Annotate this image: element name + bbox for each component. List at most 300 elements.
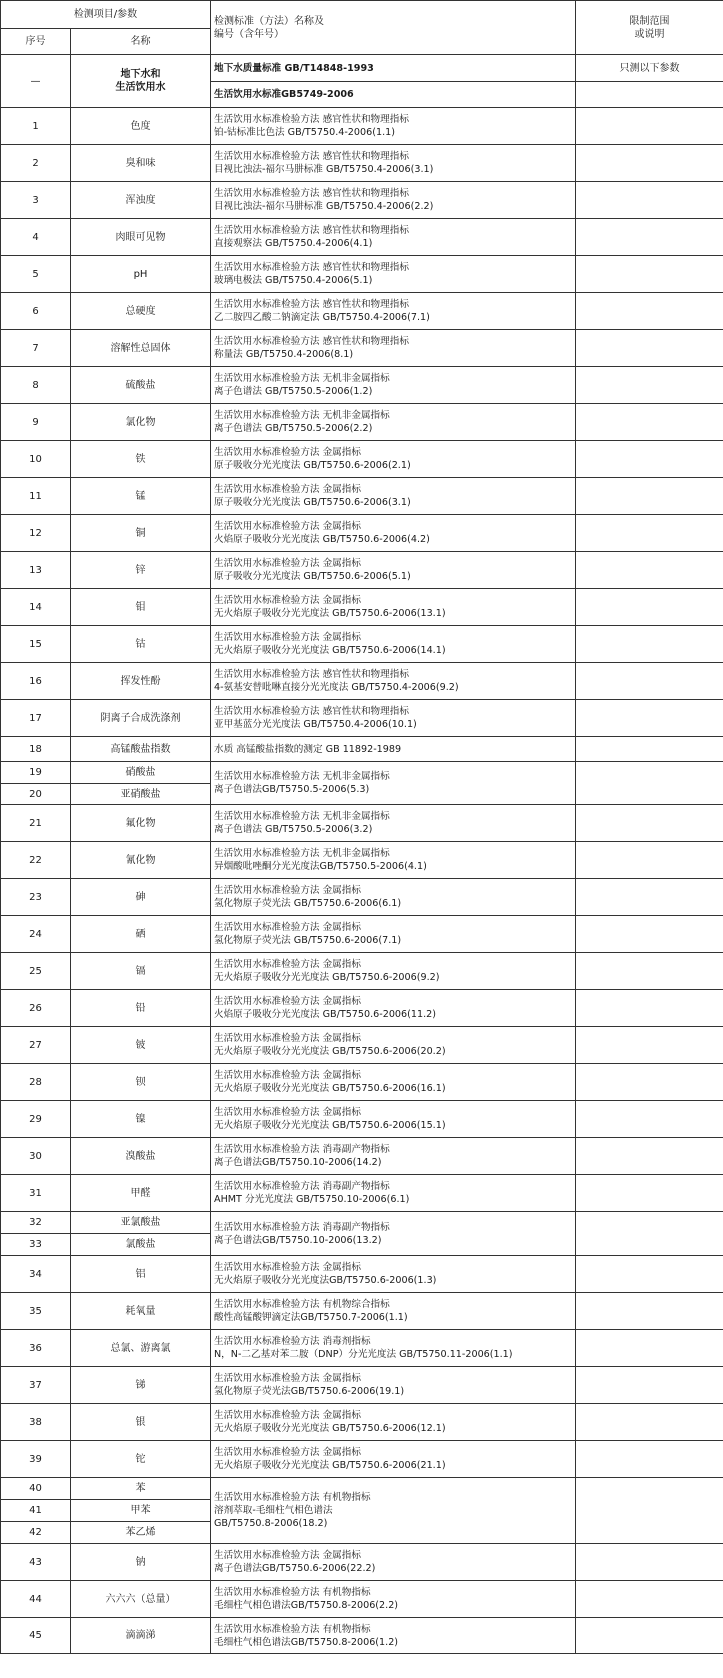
standard-line: 生活饮用水标准检验方法 感官性状和物理指标 xyxy=(214,188,409,199)
limit-cell xyxy=(576,1101,723,1138)
standard-line: 氢化物原子荧光法 GB/T5750.6-2006(6.1) xyxy=(214,898,402,909)
row-name: 钴 xyxy=(71,626,211,663)
limit-cell xyxy=(576,1367,723,1404)
row-standard xyxy=(211,367,576,404)
standard-line: 生活饮用水标准检验方法 感官性状和物理指标 xyxy=(214,336,409,347)
row-name: 硒 xyxy=(71,916,211,953)
row-name: 苯 xyxy=(71,1478,211,1500)
limit-cell xyxy=(576,293,723,330)
standard-line: 水质 高锰酸盐指数的测定 GB 11892-1989 xyxy=(214,743,402,755)
limit-cell xyxy=(576,953,723,990)
table-row xyxy=(1,990,723,1027)
category-limit: 只测以下参数 xyxy=(576,55,723,82)
limit-cell xyxy=(576,552,723,589)
limit-cell xyxy=(576,1478,723,1544)
row-name: 铊 xyxy=(71,1441,211,1478)
standard-line: 原子吸收分光光度法 GB/T5750.6-2006(2.1) xyxy=(214,460,411,471)
standard-line: 离子色谱法GB/T5750.6-2006(22.2) xyxy=(214,1563,376,1574)
row-standard xyxy=(211,293,576,330)
limit-cell xyxy=(576,1581,723,1618)
standard-line: 离子色谱法 GB/T5750.5-2006(3.2) xyxy=(214,824,373,835)
row-name: 锌 xyxy=(71,552,211,589)
row-seq: 19 xyxy=(1,762,71,784)
standard-line: 离子色谱法GB/T5750.10-2006(13.2) xyxy=(214,1234,382,1246)
limit-cell xyxy=(576,1212,723,1256)
limit-cell xyxy=(576,1441,723,1478)
table-row xyxy=(1,1175,723,1212)
row-standard xyxy=(211,182,576,219)
row-standard xyxy=(211,842,576,879)
table-row xyxy=(1,478,723,515)
standard-line: 亚甲基蓝分光光度法 GB/T5750.4-2006(10.1) xyxy=(214,719,417,730)
standard-line: 酸性高锰酸钾滴定法GB/T5750.7-2006(1.1) xyxy=(214,1312,408,1323)
row-seq: 42 xyxy=(1,1522,71,1544)
row-seq: 33 xyxy=(1,1234,71,1256)
row-standard xyxy=(211,1138,576,1175)
standard-line: 乙二胺四乙酸二钠滴定法 GB/T5750.4-2006(7.1) xyxy=(214,312,430,323)
standard-line: 生活饮用水标准检验方法 金属指标 xyxy=(214,959,361,970)
row-name: 钡 xyxy=(71,1064,211,1101)
header-row-1 xyxy=(1,1,723,29)
row-standard xyxy=(211,330,576,367)
row-standard xyxy=(211,762,576,805)
limit-cell xyxy=(576,842,723,879)
limit-cell xyxy=(576,762,723,805)
row-standard xyxy=(211,1544,576,1581)
limit-cell xyxy=(576,990,723,1027)
seq-header: 序号 xyxy=(1,29,71,55)
category-name-line: 地下水和 xyxy=(120,69,161,80)
standard-line: 无火焰原子吸收分光光度法 GB/T5750.6-2006(14.1) xyxy=(214,645,446,656)
standard-line: 生活饮用水标准检验方法 消毒副产物指标 xyxy=(214,1144,390,1155)
row-seq: 43 xyxy=(1,1544,71,1581)
row-standard xyxy=(211,1581,576,1618)
row-seq: 14 xyxy=(1,589,71,626)
table-row xyxy=(1,1581,723,1618)
table-row xyxy=(1,1367,723,1404)
limit-cell xyxy=(576,879,723,916)
row-seq: 3 xyxy=(1,182,71,219)
row-seq: 22 xyxy=(1,842,71,879)
row-name: 镉 xyxy=(71,953,211,990)
limit-cell xyxy=(576,916,723,953)
standard-line: 生活饮用水标准检验方法 金属指标 xyxy=(214,1262,361,1273)
standard-line: 生活饮用水标准检验方法 消毒副产物指标 xyxy=(214,1181,390,1192)
table-row xyxy=(1,1441,723,1478)
row-name: 砷 xyxy=(71,879,211,916)
row-standard xyxy=(211,145,576,182)
row-name: 臭和味 xyxy=(71,145,211,182)
limit-cell xyxy=(576,367,723,404)
row-seq: 34 xyxy=(1,1256,71,1293)
row-seq: 9 xyxy=(1,404,71,441)
row-name: 镍 xyxy=(71,1101,211,1138)
row-standard xyxy=(211,256,576,293)
row-seq: 44 xyxy=(1,1581,71,1618)
limit-cell xyxy=(576,330,723,367)
standard-line: 生活饮用水标准检验方法 感官性状和物理指标 xyxy=(214,299,409,310)
standard-line: AHMT 分光光度法 GB/T5750.10-2006(6.1) xyxy=(214,1194,410,1205)
row-standard xyxy=(211,805,576,842)
limit-cell xyxy=(576,589,723,626)
table-row xyxy=(1,219,723,256)
row-standard xyxy=(211,219,576,256)
standard-line: 玻璃电极法 GB/T5750.4-2006(5.1) xyxy=(214,275,373,286)
row-name: 氯化物 xyxy=(71,404,211,441)
row-name: 氟化物 xyxy=(71,805,211,842)
row-seq: 31 xyxy=(1,1175,71,1212)
standard-line: 生活饮用水标准检验方法 金属指标 xyxy=(214,595,361,606)
table-row xyxy=(1,441,723,478)
row-standard xyxy=(211,515,576,552)
standard-line: 无火焰原子吸收分光光度法 GB/T5750.6-2006(21.1) xyxy=(214,1460,446,1471)
row-standard xyxy=(211,1101,576,1138)
standard-line: 生活饮用水标准检验方法 金属指标 xyxy=(214,521,361,532)
limit-header-line: 或说明 xyxy=(634,28,665,40)
standard-line: 无火焰原子吸收分光光度法 GB/T5750.6-2006(12.1) xyxy=(214,1423,446,1434)
standard-line: 无火焰原子吸收分光光度法 GB/T5750.6-2006(16.1) xyxy=(214,1083,446,1094)
standard-line: 目视比浊法-福尔马肼标准 GB/T5750.4-2006(2.2) xyxy=(214,201,434,212)
row-name: 铅 xyxy=(71,990,211,1027)
standard-line: 生活饮用水标准检验方法 消毒剂指标 xyxy=(214,1336,371,1347)
standard-line: 铂-钴标准比色法 GB/T5750.4-2006(1.1) xyxy=(214,127,395,138)
standard-line: 生活饮用水标准检验方法 感官性状和物理指标 xyxy=(214,262,409,273)
limit-cell xyxy=(576,700,723,737)
row-seq: 18 xyxy=(1,737,71,762)
standard-line: 火焰原子吸收分光光度法 GB/T5750.6-2006(4.2) xyxy=(214,534,430,545)
row-name: 甲苯 xyxy=(71,1500,211,1522)
row-seq: 29 xyxy=(1,1101,71,1138)
row-standard xyxy=(211,626,576,663)
limit-cell xyxy=(576,515,723,552)
standard-line: N，N-二乙基对苯二胺（DNP）分光光度法 GB/T5750.11-2006(1.1) xyxy=(214,1349,513,1360)
limit-cell xyxy=(576,626,723,663)
standard-line: 生活饮用水标准检验方法 有机物指标 xyxy=(214,1587,371,1598)
limit-cell xyxy=(576,737,723,762)
standard-header-line: 编号（含年号） xyxy=(214,28,284,40)
standard-line: 异烟酸吡唑酮分光光度法GB/T5750.5-2006(4.1) xyxy=(214,861,427,872)
row-standard xyxy=(211,441,576,478)
row-name: pH xyxy=(71,256,211,293)
standard-line: 生活饮用水标准检验方法 金属指标 xyxy=(214,1070,361,1081)
row-standard xyxy=(211,700,576,737)
table-row xyxy=(1,182,723,219)
row-name: 铍 xyxy=(71,1027,211,1064)
table-row xyxy=(1,663,723,700)
row-standard xyxy=(211,1478,576,1544)
row-name: 苯乙烯 xyxy=(71,1522,211,1544)
row-name: 铜 xyxy=(71,515,211,552)
row-name: 锑 xyxy=(71,1367,211,1404)
row-seq: 24 xyxy=(1,916,71,953)
standard-line: 生活饮用水标准检验方法 金属指标 xyxy=(214,1447,361,1458)
standard-line: 毛细柱气相色谱法GB/T5750.8-2006(2.2) xyxy=(214,1600,399,1611)
row-name: 溴酸盐 xyxy=(71,1138,211,1175)
table-row xyxy=(1,515,723,552)
row-standard xyxy=(211,1618,576,1654)
row-seq: 1 xyxy=(1,108,71,145)
table-row xyxy=(1,589,723,626)
table-row xyxy=(1,1544,723,1581)
row-name: 浑浊度 xyxy=(71,182,211,219)
row-standard xyxy=(211,478,576,515)
standard-line: 生活饮用水标准检验方法 金属指标 xyxy=(214,922,361,933)
table-row xyxy=(1,1212,723,1234)
limit-cell xyxy=(576,1138,723,1175)
row-standard xyxy=(211,1212,576,1256)
row-seq: 20 xyxy=(1,784,71,805)
table-row xyxy=(1,916,723,953)
standard-line: 生活饮用水标准检验方法 金属指标 xyxy=(214,996,361,1007)
row-standard xyxy=(211,404,576,441)
table-row xyxy=(1,552,723,589)
row-standard xyxy=(211,1367,576,1404)
row-standard xyxy=(211,1293,576,1330)
limit-cell xyxy=(576,1544,723,1581)
standard-line: GB/T5750.8-2006(18.2) xyxy=(214,1518,328,1529)
table-row xyxy=(1,842,723,879)
row-seq: 13 xyxy=(1,552,71,589)
row-seq: 6 xyxy=(1,293,71,330)
row-name: 氯酸盐 xyxy=(71,1234,211,1256)
standard-line: 生活饮用水标准检验方法 有机物指标 xyxy=(214,1492,371,1503)
category-row xyxy=(1,55,723,82)
group-label: 检测项目/参数 xyxy=(1,1,211,29)
table-row xyxy=(1,1618,723,1654)
row-name: 色度 xyxy=(71,108,211,145)
limit-cell xyxy=(576,1027,723,1064)
standard-line: 生活饮用水标准检验方法 无机非金属指标 xyxy=(214,410,390,421)
standard-line: 生活饮用水标准检验方法 金属指标 xyxy=(214,447,361,458)
row-seq: 45 xyxy=(1,1618,71,1654)
row-seq: 26 xyxy=(1,990,71,1027)
row-seq: 36 xyxy=(1,1330,71,1367)
row-standard xyxy=(211,737,576,762)
name-header: 名称 xyxy=(71,29,211,55)
standard-line: 目视比浊法-福尔马肼标准 GB/T5750.4-2006(3.1) xyxy=(214,164,434,175)
limit-cell xyxy=(576,82,723,108)
row-name: 甲醛 xyxy=(71,1175,211,1212)
row-name: 亚硝酸盐 xyxy=(71,784,211,805)
row-name: 肉眼可见物 xyxy=(71,219,211,256)
standard-line: 离子色谱法 GB/T5750.5-2006(2.2) xyxy=(214,423,373,434)
row-standard xyxy=(211,589,576,626)
row-name: 钠 xyxy=(71,1544,211,1581)
row-seq: 40 xyxy=(1,1478,71,1500)
row-standard xyxy=(211,1441,576,1478)
standard-line: 生活饮用水标准检验方法 无机非金属指标 xyxy=(214,373,390,384)
table-row xyxy=(1,256,723,293)
row-name: 总硬度 xyxy=(71,293,211,330)
standard-line: 无火焰原子吸收分光光度法 GB/T5750.6-2006(20.2) xyxy=(214,1046,446,1057)
row-seq: 30 xyxy=(1,1138,71,1175)
standard-line: 生活饮用水标准检验方法 感官性状和物理指标 xyxy=(214,225,409,236)
standard-line: 离子色谱法 GB/T5750.5-2006(1.2) xyxy=(214,386,373,397)
table-row xyxy=(1,1101,723,1138)
standard-line: 生活饮用水标准检验方法 消毒副产物指标 xyxy=(214,1221,390,1233)
table-row xyxy=(1,293,723,330)
standard-line: 生活饮用水标准检验方法 有机物指标 xyxy=(214,1623,371,1635)
row-standard xyxy=(211,1404,576,1441)
table-row xyxy=(1,1478,723,1500)
row-seq: 5 xyxy=(1,256,71,293)
row-standard xyxy=(211,879,576,916)
table-row xyxy=(1,805,723,842)
standard-line: 无火焰原子吸收分光光度法GB/T5750.6-2006(1.3) xyxy=(214,1275,437,1286)
limit-cell xyxy=(576,663,723,700)
standard-line: 生活饮用水标准检验方法 金属指标 xyxy=(214,1373,361,1384)
row-name: 硫酸盐 xyxy=(71,367,211,404)
row-seq: 35 xyxy=(1,1293,71,1330)
standard-line: 生活饮用水标准检验方法 感官性状和物理指标 xyxy=(214,706,409,717)
row-seq: 25 xyxy=(1,953,71,990)
table-row xyxy=(1,330,723,367)
row-name: 铝 xyxy=(71,1256,211,1293)
table-row xyxy=(1,108,723,145)
row-seq: 28 xyxy=(1,1064,71,1101)
standard-line: 4-氨基安替吡啉直接分光光度法 GB/T5750.4-2006(9.2) xyxy=(214,682,459,693)
table-row xyxy=(1,1064,723,1101)
row-seq: 12 xyxy=(1,515,71,552)
table-row xyxy=(1,762,723,784)
row-seq: 17 xyxy=(1,700,71,737)
row-name: 阴离子合成洗涤剂 xyxy=(71,700,211,737)
limit-cell xyxy=(576,182,723,219)
limit-cell xyxy=(576,441,723,478)
row-name: 硝酸盐 xyxy=(71,762,211,784)
row-seq: 41 xyxy=(1,1500,71,1522)
limit-cell xyxy=(576,404,723,441)
standard-header-line: 检测标准（方法）名称及 xyxy=(214,15,324,27)
row-standard xyxy=(211,916,576,953)
category-standard: 地下水质量标准 GB/T14848-1993 xyxy=(211,55,576,82)
standard-line: 氢化物原子荧光法 GB/T5750.6-2006(7.1) xyxy=(214,935,402,946)
row-standard xyxy=(211,953,576,990)
standard-line: 生活饮用水标准检验方法 金属指标 xyxy=(214,632,361,643)
standard-line: 生活饮用水标准检验方法 感官性状和物理指标 xyxy=(214,669,409,680)
table-row xyxy=(1,1293,723,1330)
row-name: 钼 xyxy=(71,589,211,626)
row-standard xyxy=(211,1175,576,1212)
row-seq: 4 xyxy=(1,219,71,256)
table-row xyxy=(1,626,723,663)
row-seq: 32 xyxy=(1,1212,71,1234)
row-name: 银 xyxy=(71,1404,211,1441)
category-seq: — xyxy=(1,55,71,108)
standard-line: 原子吸收分光光度法 GB/T5750.6-2006(3.1) xyxy=(214,497,411,508)
table-row xyxy=(1,879,723,916)
row-seq: 38 xyxy=(1,1404,71,1441)
standard-header xyxy=(211,1,576,55)
limit-cell xyxy=(576,1064,723,1101)
standard-line: 生活饮用水标准检验方法 金属指标 xyxy=(214,1550,361,1561)
standard-line: 直接观察法 GB/T5750.4-2006(4.1) xyxy=(214,238,373,249)
row-standard xyxy=(211,108,576,145)
limit-cell xyxy=(576,108,723,145)
row-name: 挥发性酚 xyxy=(71,663,211,700)
standard-line: 无火焰原子吸收分光光度法 GB/T5750.6-2006(13.1) xyxy=(214,608,446,619)
limit-cell xyxy=(576,256,723,293)
table-row xyxy=(1,404,723,441)
row-seq: 2 xyxy=(1,145,71,182)
standard-line: 生活饮用水标准检验方法 金属指标 xyxy=(214,558,361,569)
standard-line: 毛细柱气相色谱法GB/T5750.8-2006(1.2) xyxy=(214,1636,399,1648)
table-row xyxy=(1,1138,723,1175)
standard-line: 原子吸收分光光度法 GB/T5750.6-2006(5.1) xyxy=(214,571,411,582)
table-row xyxy=(1,737,723,762)
row-name: 铁 xyxy=(71,441,211,478)
standard-line: 生活饮用水标准检验方法 金属指标 xyxy=(214,885,361,896)
standard-line: 生活饮用水标准检验方法 无机非金属指标 xyxy=(214,771,390,782)
table-row xyxy=(1,145,723,182)
limit-cell xyxy=(576,1404,723,1441)
table-row xyxy=(1,700,723,737)
row-name: 氰化物 xyxy=(71,842,211,879)
table-row xyxy=(1,1027,723,1064)
limit-cell xyxy=(576,1293,723,1330)
standard-line: 生活饮用水标准检验方法 有机物综合指标 xyxy=(214,1299,390,1310)
row-standard xyxy=(211,663,576,700)
standard-line: 生活饮用水标准检验方法 金属指标 xyxy=(214,1033,361,1044)
row-seq: 27 xyxy=(1,1027,71,1064)
row-name: 总氯、游离氯 xyxy=(71,1330,211,1367)
table-row xyxy=(1,367,723,404)
row-standard xyxy=(211,1330,576,1367)
row-name: 耗氧量 xyxy=(71,1293,211,1330)
row-standard xyxy=(211,990,576,1027)
row-standard xyxy=(211,1027,576,1064)
table-row xyxy=(1,1256,723,1293)
limit-cell xyxy=(576,805,723,842)
table-row xyxy=(1,953,723,990)
standard-line: 生活饮用水标准检验方法 金属指标 xyxy=(214,1107,361,1118)
row-seq: 39 xyxy=(1,1441,71,1478)
row-seq: 8 xyxy=(1,367,71,404)
row-name: 亚氯酸盐 xyxy=(71,1212,211,1234)
category-standard: 生活饮用水标准GB5749-2006 xyxy=(211,82,576,108)
standard-line: 生活饮用水标准检验方法 无机非金属指标 xyxy=(214,848,390,859)
limit-cell xyxy=(576,1330,723,1367)
row-name: 高锰酸盐指数 xyxy=(71,737,211,762)
row-name: 溶解性总固体 xyxy=(71,330,211,367)
row-seq: 11 xyxy=(1,478,71,515)
standard-line: 火焰原子吸收分光光度法 GB/T5750.6-2006(11.2) xyxy=(214,1009,436,1020)
row-seq: 15 xyxy=(1,626,71,663)
limit-header xyxy=(576,1,723,55)
limit-header-line: 限制范围 xyxy=(629,15,670,27)
standard-line: 称量法 GB/T5750.4-2006(8.1) xyxy=(214,349,354,360)
limit-cell xyxy=(576,145,723,182)
row-seq: 16 xyxy=(1,663,71,700)
standard-line: 生活饮用水标准检验方法 感官性状和物理指标 xyxy=(214,151,409,162)
limit-cell xyxy=(576,1256,723,1293)
table-row xyxy=(1,1404,723,1441)
row-seq: 21 xyxy=(1,805,71,842)
standard-line: 氢化物原子荧光法GB/T5750.6-2006(19.1) xyxy=(214,1386,405,1397)
standard-line: 生活饮用水标准检验方法 金属指标 xyxy=(214,1410,361,1421)
standard-line: 生活饮用水标准检验方法 感官性状和物理指标 xyxy=(214,114,409,125)
standard-line: 溶剂萃取-毛细柱气相色谱法 xyxy=(214,1505,333,1516)
row-name: 六六六（总量） xyxy=(71,1581,211,1618)
category-name xyxy=(71,55,211,108)
standard-line: 无火焰原子吸收分光光度法 GB/T5750.6-2006(9.2) xyxy=(214,972,440,983)
limit-cell xyxy=(576,1175,723,1212)
limit-cell xyxy=(576,1618,723,1654)
row-name: 锰 xyxy=(71,478,211,515)
limit-cell xyxy=(576,478,723,515)
row-standard xyxy=(211,1256,576,1293)
standard-line: 离子色谱法GB/T5750.10-2006(14.2) xyxy=(214,1157,382,1168)
